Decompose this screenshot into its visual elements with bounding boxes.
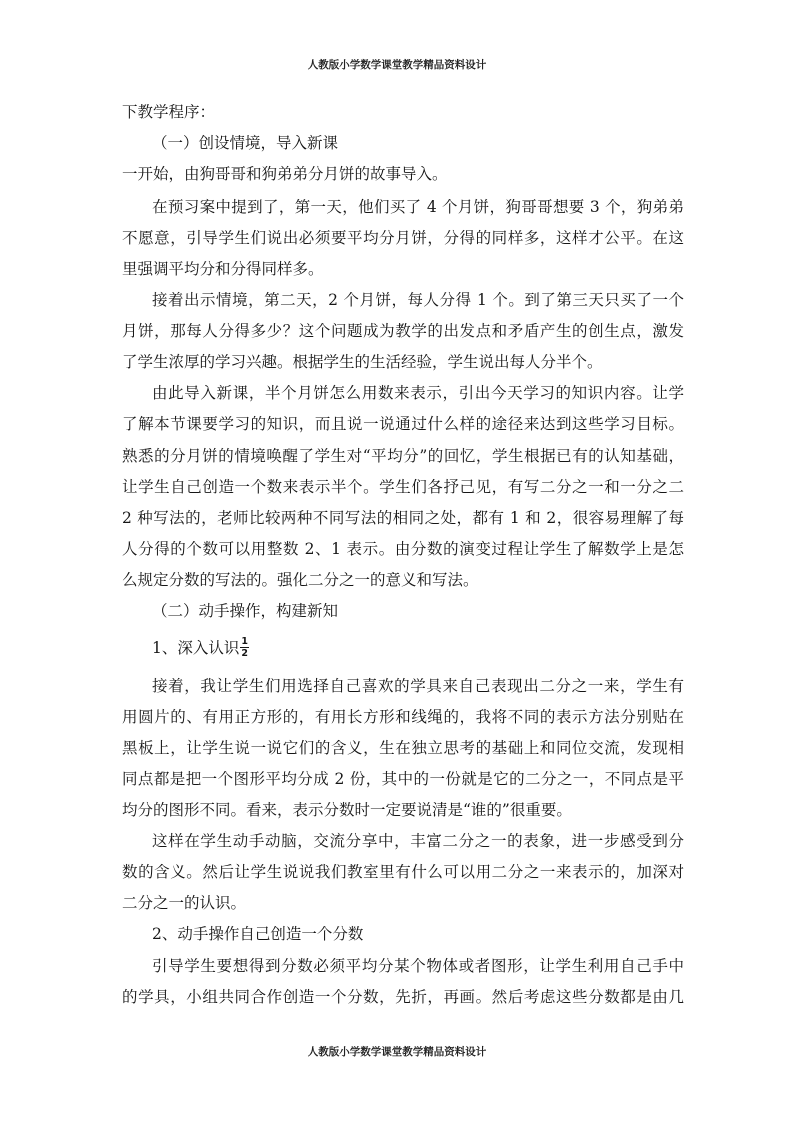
text-line: 黑板上，让学生说一说它们的含义，生在独立思考的基础上和同位交流，发现相: [122, 739, 684, 757]
text-line: 下教学程序：: [122, 103, 216, 121]
text-line: 么规定分数的写法的。强化二分之一的意义和写法。: [122, 571, 479, 589]
text-line: 让学生自己创造一个数来表示半个。学生们各抒己见，有写二分之一和一分之二: [122, 478, 684, 496]
subsection-heading-text: 1、深入认识: [152, 639, 240, 657]
subsection-heading: [152, 637, 249, 659]
fraction-one-half: [240, 637, 249, 658]
text-line: 接着，我让学生们用选择自己喜欢的学具来自己表现出二分之一来，学生有: [152, 677, 684, 695]
text-line: 用圆片的、有用正方形的，有用长方形和线绳的，我将不同的表示方法分别贴在: [122, 708, 684, 726]
section-heading: （一）创设情境，导入新课: [152, 134, 339, 152]
page-header: 人教版小学数学课堂教学精品资料设计: [307, 59, 487, 71]
text-line: 熟悉的分月饼的情境唤醒了学生对“平均分”的回忆，学生根据已有的认知基础，: [122, 447, 684, 465]
text-line: 接着出示情境，第二天，2 个月饼，每人分得 1 个。到了第三天只买了一个: [152, 291, 684, 309]
text-line: 二分之一的认识。: [122, 894, 247, 912]
text-line: 由此导入新课，半个月饼怎么用数来表示，引出今天学习的知识内容。让学: [152, 384, 684, 402]
text-line: 引导学生要想得到分数必须平均分某个物体或者图形，让学生利用自己手中: [152, 957, 684, 975]
text-line: 了学生浓厚的学习兴趣。根据学生的生活经验，学生说出每人分半个。: [122, 353, 603, 371]
text-line: 人分得的个数可以用整数 2、1 表示。由分数的演变过程让学生了解数学上是怎: [122, 540, 684, 558]
text-line: 这样在学生动手动脑，交流分享中，丰富二分之一的表象，进一步感受到分: [152, 832, 684, 850]
text-line: 了解本节课要学习的知识，而且说一说通过什么样的途径来达到这些学习目标。: [122, 415, 684, 433]
text-line: 一开始，由狗哥哥和狗弟弟分月饼的故事导入。: [122, 165, 448, 183]
text-line: 的学具，小组共同合作创造一个分数，先折，再画。然后考虑这些分数都是由几: [122, 988, 684, 1006]
fraction-denominator: 2: [241, 647, 248, 659]
text-line: 不愿意，引导学生们说出必须要平均分月饼，分得的同样多，这样才公平。在这: [122, 229, 684, 247]
text-line: 在预习案中提到了，第一天，他们买了 4 个月饼，狗哥哥想要 3 个，狗弟弟: [152, 198, 684, 216]
text-line: 月饼，那每人分得多少？这个问题成为教学的出发点和矛盾产生的创生点，激发: [122, 322, 684, 340]
text-line: 里强调平均分和分得同样多。: [122, 260, 324, 278]
text-line: 同点都是把一个图形平均分成 2 份，其中的一份就是它的二分之一，不同点是平: [122, 770, 684, 788]
text-line: 数的含义。然后让学生说说我们教室里有什么可以用二分之一来表示的，加深对: [122, 863, 684, 881]
subsection-heading: 2、动手操作自己创造一个分数: [152, 925, 364, 943]
section-heading: （二）动手操作，构建新知: [152, 602, 339, 620]
text-line: 均分的图形不同。看来，表示分数时一定要说清是“谁的”很重要。: [122, 801, 572, 819]
text-line: 2 种写法的，老师比较两种不同写法的相同之处，都有 1 和 2，很容易理解了每: [122, 509, 684, 527]
page-footer: 人教版小学数学课堂教学精品资料设计: [307, 1046, 487, 1058]
fraction-numerator: 1: [241, 635, 248, 647]
